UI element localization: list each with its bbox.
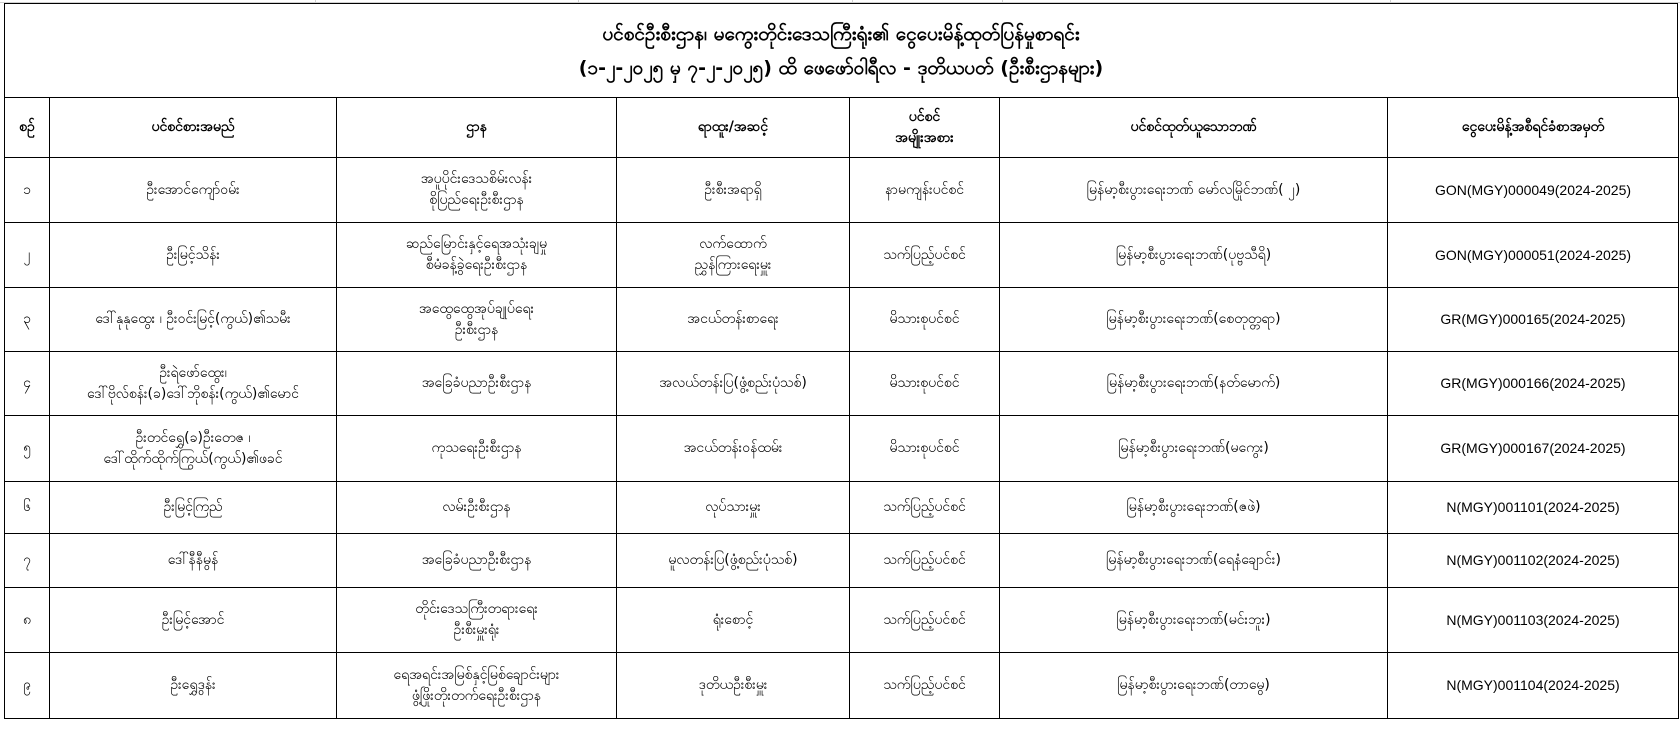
- cell-bank: [1000, 482, 1388, 534]
- cell-rank-text: ဒုတိယဦးစီးမှူး: [698, 677, 768, 693]
- table-row: [5, 653, 1679, 719]
- cell-serial-no-text: ၉: [23, 677, 31, 693]
- cell-pensioner-name-text: ဒေါ်ဗိုလ်စန်း(ခ)ဒေါ်ဘိုစန်း(ကွယ်)၏မောင်: [87, 385, 299, 402]
- cell-pension-type-text: သက်ပြည့်ပင်စင်: [883, 246, 966, 263]
- cell-reference-no: [1388, 482, 1679, 534]
- cell-department-text: ဆည်မြောင်းနှင့်ရေအသုံးချမှု: [405, 236, 548, 252]
- cell-bank: [1000, 288, 1388, 352]
- cell-pensioner-name: [50, 416, 337, 482]
- cell-serial-no-text: ၂: [23, 246, 31, 263]
- header-text: ပင်စင်ထုတ်ယူသောဘဏ်: [1130, 119, 1257, 135]
- cell-department: [337, 482, 617, 534]
- report-title-block: [4, 3, 1678, 97]
- table-row: [5, 416, 1679, 482]
- cell-pensioner-name: [50, 288, 337, 352]
- cell-pension-type-text: သက်ပြည့်ပင်စင်: [883, 611, 966, 628]
- cell-department-text: အခြေခံပညာဦးစီးဌာန: [421, 552, 532, 568]
- cell-rank: [617, 482, 850, 534]
- cell-serial-no-text: ၁: [23, 181, 31, 198]
- header-text: အမျိုးအစား: [895, 129, 954, 146]
- cell-reference-no-text: N(MGY)001104(2024-2025): [1446, 677, 1620, 693]
- cell-pensioner-name: [50, 653, 337, 719]
- cell-department-text: လမ်းဦးစီးဌာန: [442, 499, 511, 515]
- cell-department-text: အခြေခံပညာဦးစီးဌာန: [421, 375, 532, 391]
- cell-rank-text: ဦးစီးအရာရှိ: [704, 181, 762, 198]
- cell-rank: [617, 223, 850, 288]
- cell-department: [337, 352, 617, 416]
- cell-serial-no: [5, 158, 50, 223]
- cell-reference-no: [1388, 653, 1679, 719]
- cell-rank-text: ရုံးစောင့်: [712, 611, 754, 628]
- cell-bank: [1000, 352, 1388, 416]
- cell-pensioner-name-text: ဒေါ်နုနုထွေး ၊ ဦးဝင်းမြင့်(ကွယ်)၏သမီး: [95, 311, 291, 327]
- cell-reference-no: [1388, 288, 1679, 352]
- cell-rank: [617, 588, 850, 653]
- cell-pension-type: [850, 588, 1000, 653]
- cell-reference-no-text: GON(MGY)000049(2024-2025): [1434, 181, 1632, 198]
- cell-pension-type: [850, 416, 1000, 482]
- cell-department: [337, 534, 617, 588]
- cell-pensioner-name: [50, 482, 337, 534]
- cell-department-text: စီမံခန့်ခွဲရေးဦးစီးဌာန: [425, 257, 528, 273]
- cell-bank: [1000, 534, 1388, 588]
- cell-pensioner-name: [50, 588, 337, 653]
- table-row: [5, 158, 1679, 223]
- cell-pension-type-text: မိသားစုပင်စင်: [889, 375, 960, 391]
- table-row: [5, 288, 1679, 352]
- cell-rank-text: ညွှန်ကြားရေးမှူး: [694, 257, 772, 273]
- header-text: ရာထူး/အဆင့်: [697, 119, 769, 135]
- cell-pension-type-text: သက်ပြည့်ပင်စင်: [883, 677, 966, 693]
- cell-department-text: အပူပိုင်းဒေသစိမ်းလန်း: [420, 171, 533, 187]
- cell-bank: [1000, 158, 1388, 223]
- cell-serial-no-text: ၈: [23, 611, 31, 628]
- cell-reference-no: [1388, 588, 1679, 653]
- cell-serial-no: [5, 653, 50, 719]
- cell-pension-type: [850, 288, 1000, 352]
- cell-rank: [617, 653, 850, 719]
- cell-reference-no-text: GON(MGY)000051(2024-2025): [1434, 246, 1632, 263]
- col-header-name: [50, 98, 337, 158]
- cell-bank-text: မြန်မာ့စီးပွားရေးဘဏ်(တာမွေ): [1117, 677, 1270, 693]
- report-date-range: (၁-၂-၂၀၂၅ မှ ၇-၂-၂၀၂၅) ထိ ဖေဖော်ဝါရီလ - ဒုတိယပတ် (ဦးစီးဌာနများ): [578, 56, 1104, 79]
- col-header-reference: [1388, 98, 1679, 158]
- cell-pensioner-name-text: ဦးအောင်ကျော်ဝမ်း: [146, 181, 240, 198]
- cell-serial-no: [5, 223, 50, 288]
- cell-pensioner-name-text: ဒေါ်နီနီမွန်: [167, 552, 219, 568]
- cell-serial-no-text: ၄: [23, 375, 31, 391]
- cell-department-text: တိုင်းဒေသကြီးတရားရေး: [415, 601, 538, 617]
- cell-serial-no: [5, 352, 50, 416]
- header-text: ပင်စင်: [908, 108, 941, 125]
- cell-reference-no-text: GR(MGY)000167(2024-2025): [1440, 440, 1626, 456]
- cell-reference-no: [1388, 223, 1679, 288]
- header-text: စဉ်: [19, 119, 35, 135]
- table-row: [5, 534, 1679, 588]
- table-body: [5, 158, 1679, 719]
- cell-pensioner-name: [50, 223, 337, 288]
- cell-reference-no: [1388, 416, 1679, 482]
- cell-reference-no-text: GR(MGY)000166(2024-2025): [1440, 375, 1626, 391]
- cell-pensioner-name-text: ဦးမြင့်ကြည်: [163, 499, 223, 515]
- cell-bank-text: မြန်မာ့စီးပွားရေးဘဏ်(ပုဗ္ဗသီရိ): [1115, 246, 1272, 263]
- table-row: [5, 223, 1679, 288]
- cell-pensioner-name-text: ဒေါ်ထိုက်ထိုက်ကြွယ်(ကွယ်)၏ဖခင်: [103, 450, 283, 467]
- cell-rank-text: မူလတန်းပြ(ဖွံ့စည်းပုံသစ်): [668, 552, 798, 568]
- cell-department-text: စိုပြည်ရေးဦးစီးဌာန: [429, 192, 524, 208]
- cell-pensioner-name-text: ဦးမြင့်သိန်း: [166, 246, 220, 263]
- cell-rank: [617, 288, 850, 352]
- cell-pension-type-text: မိသားစုပင်စင်: [889, 440, 960, 456]
- cell-pensioner-name: [50, 158, 337, 223]
- cell-bank-text: မြန်မာ့စီးပွားရေးဘဏ်(ရေနံချောင်း): [1106, 552, 1281, 568]
- table-row: [5, 482, 1679, 534]
- cell-reference-no-text: N(MGY)001103(2024-2025): [1446, 611, 1620, 628]
- cell-pensioner-name-text: ဦးရွှေဒွန်း: [170, 677, 216, 693]
- cell-serial-no-text: ၃: [23, 311, 31, 327]
- cell-department-text: ကုသရေးဦးစီးဌာန: [431, 440, 522, 456]
- cell-serial-no: [5, 482, 50, 534]
- cell-pension-type-text: သက်ပြည့်ပင်စင်: [883, 552, 966, 568]
- cell-department: [337, 588, 617, 653]
- cell-serial-no: [5, 588, 50, 653]
- cell-rank: [617, 352, 850, 416]
- cell-pension-type: [850, 653, 1000, 719]
- cell-bank: [1000, 588, 1388, 653]
- cell-department: [337, 288, 617, 352]
- cell-department: [337, 223, 617, 288]
- cell-pension-type: [850, 223, 1000, 288]
- cell-bank-text: မြန်မာ့စီးပွားရေးဘဏ်(မကွေး): [1118, 440, 1269, 456]
- cell-serial-no-text: ၆: [23, 499, 31, 515]
- cell-pension-type: [850, 352, 1000, 416]
- cell-bank: [1000, 223, 1388, 288]
- cell-rank-text: အငယ်တန်းဝန်ထမ်း: [683, 440, 783, 456]
- col-header-no: [5, 98, 50, 158]
- cell-serial-no: [5, 416, 50, 482]
- col-header-pension-type: [850, 98, 1000, 158]
- cell-pension-type-text: မိသားစုပင်စင်: [889, 311, 960, 327]
- table-header: [5, 98, 1679, 158]
- header-text: ဌာန: [466, 119, 487, 135]
- col-header-department: [337, 98, 617, 158]
- cell-bank-text: မြန်မာ့စီးပွားရေးဘဏ်(စေတုတ္တရာ): [1106, 311, 1281, 327]
- header-row: [5, 98, 1679, 158]
- table-row: [5, 352, 1679, 416]
- cell-pension-type-text: နာမကျန်းပင်စင်: [884, 181, 965, 198]
- cell-bank-text: မြန်မာ့စီးပွားရေးဘဏ်(နတ်မောက်): [1106, 375, 1281, 391]
- cell-bank-text: မြန်မာ့စီးပွားရေးဘဏ်(မင်းဘူး): [1116, 611, 1271, 628]
- cell-bank: [1000, 416, 1388, 482]
- cell-pensioner-name-text: ဦးရဲဖော်ထွေး၊: [159, 364, 227, 381]
- cell-reference-no: [1388, 534, 1679, 588]
- cell-bank-text: မြန်မာ့စီးပွားရေးဘဏ် မော်လမြိုင်ဘဏ်( ၂): [1086, 181, 1301, 198]
- cell-department: [337, 416, 617, 482]
- cell-department-text: အထွေထွေအုပ်ချုပ်ရေး: [418, 300, 535, 317]
- cell-serial-no: [5, 534, 50, 588]
- cell-bank: [1000, 653, 1388, 719]
- cell-department-text: ဖွံ့ဖြိုးတိုးတက်ရေးဦးစီးဌာန: [411, 687, 542, 704]
- cell-rank-text: လုပ်သားမှူး: [705, 499, 761, 515]
- cell-rank: [617, 534, 850, 588]
- cell-bank-text: မြန်မာ့စီးပွားရေးဘဏ်(ဇဖဲ): [1126, 499, 1261, 515]
- cell-reference-no: [1388, 158, 1679, 223]
- cell-serial-no-text: ၇: [23, 552, 31, 568]
- cell-department-text: ရေအရင်းအမြစ်နှင့်မြစ်ချောင်းများ: [393, 666, 560, 683]
- cell-reference-no-text: N(MGY)001102(2024-2025): [1446, 552, 1620, 568]
- report-title: ပင်စင်ဦးစီးဌာန၊ မကွေးတိုင်းဒေသကြီးရုံး၏ ငွေပေးမိန့်ထုတ်ပြန်မှုစာရင်း: [602, 22, 1080, 45]
- cell-serial-no-text: ၅: [23, 440, 31, 456]
- cell-pension-type: [850, 534, 1000, 588]
- col-header-rank: [617, 98, 850, 158]
- cell-pensioner-name-text: ဦးတင်ရွှေ(ခ)ဦးတေဇ ၊: [135, 429, 251, 446]
- header-text: ငွေပေးမိန့်အစီရင်ခံစာအမှတ်: [1461, 119, 1605, 135]
- cell-pensioner-name: [50, 352, 337, 416]
- cell-rank-text: လက်ထောက်: [699, 236, 767, 252]
- cell-serial-no: [5, 288, 50, 352]
- cell-department-text: ဦးစီးဌာန: [454, 321, 499, 338]
- cell-reference-no-text: GR(MGY)000165(2024-2025): [1440, 311, 1626, 327]
- cell-pensioner-name: [50, 534, 337, 588]
- cell-pension-type: [850, 482, 1000, 534]
- cell-rank: [617, 416, 850, 482]
- cell-department: [337, 158, 617, 223]
- cell-rank-text: အငယ်တန်းစာရေး: [687, 311, 779, 327]
- cell-reference-no-text: N(MGY)001101(2024-2025): [1446, 499, 1620, 515]
- cell-department: [337, 653, 617, 719]
- cell-pensioner-name-text: ဦးမြင့်အောင်: [161, 611, 225, 628]
- cell-pension-type-text: သက်ပြည့်ပင်စင်: [883, 499, 966, 515]
- cell-reference-no: [1388, 352, 1679, 416]
- header-text: ပင်စင်စားအမည်: [151, 119, 235, 135]
- cell-rank-text: အလယ်တန်းပြ(ဖွံ့စည်းပုံသစ်): [659, 375, 807, 391]
- cell-department-text: ဦးစီးမှူးရုံး: [453, 622, 500, 638]
- cell-pension-type: [850, 158, 1000, 223]
- col-header-bank: [1000, 98, 1388, 158]
- pension-table: [4, 97, 1679, 719]
- cell-rank: [617, 158, 850, 223]
- table-row: [5, 588, 1679, 653]
